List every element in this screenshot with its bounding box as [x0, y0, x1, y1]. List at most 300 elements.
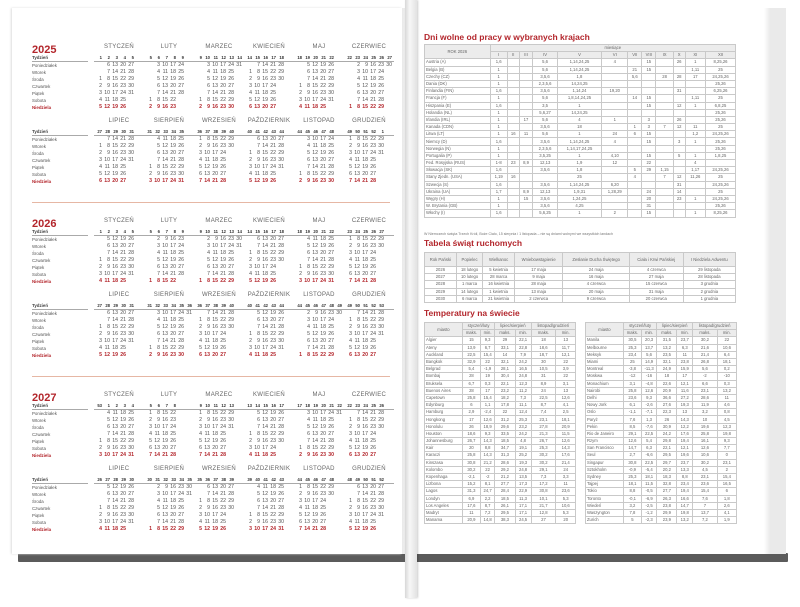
day-cell[interactable]: 5	[307, 150, 310, 156]
day-cell[interactable]: 14	[354, 278, 360, 284]
day-cell[interactable]: 9	[107, 150, 110, 156]
day-cell[interactable]: 11	[312, 236, 318, 242]
day-cell[interactable]: 12	[154, 438, 160, 444]
day-cell[interactable]: 25	[370, 338, 376, 344]
day-cell[interactable]: 4	[349, 338, 352, 344]
day-cell[interactable]: 27	[278, 498, 284, 504]
day-cell[interactable]: 20	[320, 69, 326, 75]
day-cell[interactable]: 25	[370, 438, 376, 444]
day-cell[interactable]: 22	[370, 317, 376, 323]
day-cell[interactable]: 11	[204, 431, 210, 437]
day-cell[interactable]: 27	[378, 90, 384, 96]
day-cell[interactable]: 19	[262, 97, 268, 103]
day-cell[interactable]: 30	[228, 417, 234, 423]
day-cell[interactable]: 12	[204, 164, 210, 170]
day-cell[interactable]: 3	[299, 278, 302, 284]
day-cell[interactable]: 2	[157, 484, 160, 490]
day-cell[interactable]: 16	[370, 62, 376, 68]
day-cell[interactable]: 2	[307, 310, 310, 316]
day-cell[interactable]: 5	[207, 257, 210, 263]
day-cell[interactable]: 18	[170, 136, 176, 142]
day-cell[interactable]: 14	[112, 136, 118, 142]
day-cell[interactable]: 13	[162, 512, 168, 518]
day-cell[interactable]: 30	[278, 157, 284, 163]
day-cell[interactable]: 11	[204, 157, 210, 163]
day-cell[interactable]: 13	[312, 338, 318, 344]
day-cell[interactable]: 3	[249, 345, 252, 351]
day-cell[interactable]: 31	[128, 271, 134, 277]
day-cell[interactable]: 3	[307, 410, 310, 416]
day-cell[interactable]: 7	[357, 310, 360, 316]
day-cell[interactable]: 4	[349, 519, 352, 525]
day-cell[interactable]: 22	[220, 317, 226, 323]
day-cell[interactable]: 23	[320, 491, 326, 497]
day-cell[interactable]: 30	[128, 445, 134, 451]
day-cell[interactable]: 23	[120, 331, 126, 337]
day-cell[interactable]: 13	[112, 424, 118, 430]
day-cell[interactable]: 25	[328, 236, 334, 242]
day-cell[interactable]: 4	[299, 104, 302, 110]
day-cell[interactable]: 7	[257, 243, 260, 249]
day-cell[interactable]: 25	[120, 97, 126, 103]
day-cell[interactable]: 18	[312, 505, 318, 511]
day-cell[interactable]: 12	[104, 352, 110, 358]
day-cell[interactable]: 19	[170, 257, 176, 263]
day-cell[interactable]: 31	[128, 90, 134, 96]
day-cell[interactable]: 24	[178, 62, 184, 68]
day-cell[interactable]: 17	[312, 278, 318, 284]
day-cell[interactable]: 26	[220, 438, 226, 444]
day-cell[interactable]: 14	[112, 431, 118, 437]
day-cell[interactable]: 1	[149, 278, 152, 284]
day-cell[interactable]: 9	[257, 257, 260, 263]
day-cell[interactable]: 26	[178, 257, 184, 263]
day-cell[interactable]: 18	[112, 164, 118, 170]
day-cell[interactable]: 15	[212, 97, 218, 103]
day-cell[interactable]: 2	[199, 143, 202, 149]
day-cell[interactable]: 30	[228, 324, 234, 330]
day-cell[interactable]: 9	[107, 264, 110, 270]
day-cell[interactable]: 7	[199, 452, 202, 458]
day-cell[interactable]: 7	[357, 491, 360, 497]
day-cell[interactable]: 4	[207, 250, 210, 256]
day-cell[interactable]: 23	[328, 310, 334, 316]
day-cell[interactable]: 23	[270, 76, 276, 82]
day-cell[interactable]: 27	[328, 157, 334, 163]
day-cell[interactable]: 7	[157, 157, 160, 163]
day-cell[interactable]: 31	[236, 62, 242, 68]
day-cell[interactable]: 22	[370, 498, 376, 504]
day-cell[interactable]: 3	[149, 178, 152, 184]
day-cell[interactable]: 4	[199, 157, 202, 163]
day-cell[interactable]: 8	[207, 317, 210, 323]
day-cell[interactable]: 16	[170, 484, 176, 490]
day-cell[interactable]: 30	[278, 519, 284, 525]
day-cell[interactable]: 4	[299, 505, 302, 511]
day-cell[interactable]: 23	[120, 512, 126, 518]
day-cell[interactable]: 23	[320, 178, 326, 184]
day-cell[interactable]: 26	[328, 331, 334, 337]
day-cell[interactable]: 18	[262, 90, 268, 96]
day-cell[interactable]: 15	[162, 97, 168, 103]
day-cell[interactable]: 2	[99, 264, 102, 270]
day-cell[interactable]: 14	[112, 498, 118, 504]
day-cell[interactable]: 5	[99, 104, 102, 110]
day-cell[interactable]: 8	[257, 512, 260, 518]
day-cell[interactable]: 13	[354, 271, 360, 277]
day-cell[interactable]: 19	[212, 438, 218, 444]
day-cell[interactable]: 19	[162, 438, 168, 444]
day-cell[interactable]: 5	[199, 345, 202, 351]
day-cell[interactable]: 6	[349, 171, 352, 177]
day-cell[interactable]: 29	[278, 331, 284, 337]
day-cell[interactable]: 9	[207, 324, 210, 330]
day-cell[interactable]: 17	[112, 519, 118, 525]
day-cell[interactable]: 30	[336, 310, 342, 316]
day-cell[interactable]: 3	[199, 424, 202, 430]
day-cell[interactable]: 27	[328, 250, 334, 256]
day-cell[interactable]: 17	[212, 424, 218, 430]
day-cell[interactable]: 17	[362, 331, 368, 337]
day-cell[interactable]: 29	[128, 76, 134, 82]
day-cell[interactable]: 24	[270, 264, 276, 270]
day-cell[interactable]: 18	[370, 76, 376, 82]
day-cell[interactable]: 27	[178, 512, 184, 518]
day-cell[interactable]: 13	[154, 445, 160, 451]
day-cell[interactable]: 24	[178, 310, 184, 316]
day-cell[interactable]: 10	[254, 164, 260, 170]
day-cell[interactable]: 1	[249, 150, 252, 156]
day-cell[interactable]: 27	[220, 171, 226, 177]
day-cell[interactable]: 6	[307, 250, 310, 256]
day-cell[interactable]: 11	[312, 417, 318, 423]
day-cell[interactable]: 24	[120, 452, 126, 458]
day-cell[interactable]: 23	[270, 257, 276, 263]
day-cell[interactable]: 20	[120, 424, 126, 430]
day-cell[interactable]: 12	[162, 257, 168, 263]
day-cell[interactable]: 1	[99, 143, 102, 149]
day-cell[interactable]: 11	[104, 97, 110, 103]
day-cell[interactable]: 30	[278, 438, 284, 444]
day-cell[interactable]: 21	[270, 62, 276, 68]
day-cell[interactable]: 21	[370, 410, 376, 416]
day-cell[interactable]: 31	[336, 410, 342, 416]
day-cell[interactable]: 24	[178, 491, 184, 497]
day-cell[interactable]: 20	[220, 264, 226, 270]
day-cell[interactable]: 20	[220, 484, 226, 490]
day-cell[interactable]: 2	[349, 324, 352, 330]
day-cell[interactable]: 26	[270, 97, 276, 103]
day-cell[interactable]: 29	[328, 352, 334, 358]
day-cell[interactable]: 3	[149, 424, 152, 430]
day-cell[interactable]: 24	[370, 431, 376, 437]
day-cell[interactable]: 16	[262, 257, 268, 263]
bookmark-ribbon[interactable]	[405, 0, 417, 598]
day-cell[interactable]: 1	[299, 171, 302, 177]
day-cell[interactable]: 18	[262, 271, 268, 277]
day-cell[interactable]: 16	[212, 324, 218, 330]
day-cell[interactable]: 23	[270, 338, 276, 344]
day-cell[interactable]: 11	[212, 250, 218, 256]
day-cell[interactable]: 17	[170, 62, 176, 68]
day-cell[interactable]: 13	[304, 519, 310, 525]
day-cell[interactable]: 27	[128, 310, 134, 316]
day-cell[interactable]: 25	[128, 410, 134, 416]
day-cell[interactable]: 16	[162, 171, 168, 177]
day-cell[interactable]: 7	[107, 431, 110, 437]
day-cell[interactable]: 30	[328, 271, 334, 277]
day-cell[interactable]: 28	[278, 505, 284, 511]
day-cell[interactable]: 26	[278, 410, 284, 416]
day-cell[interactable]: 12	[362, 83, 368, 89]
day-cell[interactable]: 2	[199, 417, 202, 423]
day-cell[interactable]: 26	[378, 83, 384, 89]
day-cell[interactable]: 20	[270, 236, 276, 242]
day-cell[interactable]: 10	[212, 243, 218, 249]
day-cell[interactable]: 28	[328, 164, 334, 170]
day-cell[interactable]: 7	[207, 90, 210, 96]
day-cell[interactable]: 4	[307, 324, 310, 330]
day-cell[interactable]: 12	[112, 417, 118, 423]
day-cell[interactable]: 6	[257, 498, 260, 504]
day-cell[interactable]: 19	[362, 164, 368, 170]
day-cell[interactable]: 13	[112, 243, 118, 249]
day-cell[interactable]: 14	[312, 76, 318, 82]
day-cell[interactable]: 7	[107, 136, 110, 142]
day-cell[interactable]: 13	[212, 484, 218, 490]
day-cell[interactable]: 28	[370, 278, 376, 284]
day-cell[interactable]: 10	[104, 157, 110, 163]
day-cell[interactable]: 27	[370, 352, 376, 358]
day-cell[interactable]: 15	[362, 236, 368, 242]
day-cell[interactable]: 21	[270, 143, 276, 149]
day-cell[interactable]: 31	[186, 491, 192, 497]
day-cell[interactable]: 25	[278, 484, 284, 490]
day-cell[interactable]: 6	[107, 243, 110, 249]
day-cell[interactable]: 9	[365, 62, 368, 68]
day-cell[interactable]: 3	[249, 164, 252, 170]
day-cell[interactable]: 16	[362, 505, 368, 511]
day-cell[interactable]: 16	[312, 178, 318, 184]
day-cell[interactable]: 14	[312, 257, 318, 263]
day-cell[interactable]: 10	[162, 310, 168, 316]
day-cell[interactable]: 29	[128, 505, 134, 511]
day-cell[interactable]: 8	[157, 97, 160, 103]
day-cell[interactable]: 13	[162, 264, 168, 270]
day-cell[interactable]: 16	[312, 271, 318, 277]
day-cell[interactable]: 3	[207, 62, 210, 68]
day-cell[interactable]: 24	[220, 331, 226, 337]
day-cell[interactable]: 1	[199, 410, 202, 416]
day-cell[interactable]: 8	[257, 431, 260, 437]
day-cell[interactable]: 25	[120, 345, 126, 351]
day-cell[interactable]: 13	[262, 136, 268, 142]
day-cell[interactable]: 7	[357, 97, 360, 103]
day-cell[interactable]: 29	[278, 69, 284, 75]
day-cell[interactable]: 28	[170, 452, 176, 458]
day-cell[interactable]: 8	[307, 83, 310, 89]
day-cell[interactable]: 11	[162, 136, 168, 142]
day-cell[interactable]: 20	[120, 62, 126, 68]
day-cell[interactable]: 20	[120, 310, 126, 316]
day-cell[interactable]: 28	[178, 271, 184, 277]
day-cell[interactable]: 15	[362, 104, 368, 110]
day-cell[interactable]: 21	[270, 424, 276, 430]
day-cell[interactable]: 17	[220, 62, 226, 68]
day-cell[interactable]: 13	[212, 264, 218, 270]
day-cell[interactable]: 15	[212, 410, 218, 416]
day-cell[interactable]: 31	[378, 331, 384, 337]
day-cell[interactable]: 19	[170, 324, 176, 330]
day-cell[interactable]: 25	[178, 498, 184, 504]
day-cell[interactable]: 5	[257, 410, 260, 416]
day-cell[interactable]: 20	[212, 171, 218, 177]
day-cell[interactable]: 9	[157, 171, 160, 177]
day-cell[interactable]: 3	[99, 90, 102, 96]
day-cell[interactable]: 7	[157, 90, 160, 96]
day-cell[interactable]: 16	[320, 310, 326, 316]
day-cell[interactable]: 18	[270, 484, 276, 490]
day-cell[interactable]: 26	[220, 164, 226, 170]
day-cell[interactable]: 6	[257, 236, 260, 242]
day-cell[interactable]: 27	[178, 83, 184, 89]
day-cell[interactable]: 19	[320, 424, 326, 430]
day-cell[interactable]: 19	[362, 264, 368, 270]
day-cell[interactable]: 8	[257, 250, 260, 256]
day-cell[interactable]: 2	[249, 157, 252, 163]
day-cell[interactable]: 26	[128, 236, 134, 242]
day-cell[interactable]: 11	[162, 498, 168, 504]
day-cell[interactable]: 21	[370, 491, 376, 497]
day-cell[interactable]: 9	[357, 324, 360, 330]
day-cell[interactable]: 24	[120, 90, 126, 96]
day-cell[interactable]: 17	[212, 150, 218, 156]
day-cell[interactable]: 22	[320, 171, 326, 177]
day-cell[interactable]: 12	[254, 97, 260, 103]
day-cell[interactable]: 23	[220, 324, 226, 330]
day-cell[interactable]: 13	[162, 331, 168, 337]
day-cell[interactable]: 26	[320, 512, 326, 518]
day-cell[interactable]: 8	[207, 97, 210, 103]
day-cell[interactable]: 15	[212, 498, 218, 504]
day-cell[interactable]: 1	[349, 317, 352, 323]
day-cell[interactable]: 29	[228, 278, 234, 284]
day-cell[interactable]: 22	[320, 445, 326, 451]
day-cell[interactable]: 20	[370, 90, 376, 96]
day-cell[interactable]: 23	[228, 236, 234, 242]
day-cell[interactable]: 11	[162, 317, 168, 323]
day-cell[interactable]: 19	[320, 331, 326, 337]
day-cell[interactable]: 20	[320, 157, 326, 163]
day-cell[interactable]: 27	[370, 271, 376, 277]
day-cell[interactable]: 3	[349, 331, 352, 337]
day-cell[interactable]: 2	[199, 324, 202, 330]
day-cell[interactable]: 12	[104, 171, 110, 177]
day-cell[interactable]: 25	[120, 526, 126, 532]
day-cell[interactable]: 2	[207, 236, 210, 242]
day-cell[interactable]: 22	[370, 417, 376, 423]
day-cell[interactable]: 13	[204, 352, 210, 358]
day-cell[interactable]: 17	[312, 498, 318, 504]
day-cell[interactable]: 19	[170, 76, 176, 82]
day-cell[interactable]: 5	[207, 76, 210, 82]
day-cell[interactable]: 15	[212, 317, 218, 323]
day-cell[interactable]: 21	[212, 452, 218, 458]
day-cell[interactable]: 29	[128, 438, 134, 444]
day-cell[interactable]: 21	[212, 178, 218, 184]
day-cell[interactable]: 30	[228, 104, 234, 110]
day-cell[interactable]: 22	[220, 97, 226, 103]
day-cell[interactable]: 17	[212, 331, 218, 337]
day-cell[interactable]: 2	[357, 62, 360, 68]
day-cell[interactable]: 12	[212, 257, 218, 263]
day-cell[interactable]: 4	[99, 278, 102, 284]
day-cell[interactable]: 9	[307, 178, 310, 184]
day-cell[interactable]: 28	[220, 178, 226, 184]
day-cell[interactable]: 17	[170, 243, 176, 249]
day-cell[interactable]: 18	[212, 157, 218, 163]
day-cell[interactable]: 17	[262, 83, 268, 89]
day-cell[interactable]: 9	[307, 90, 310, 96]
day-cell[interactable]: 17	[170, 491, 176, 497]
day-cell[interactable]: 9	[257, 157, 260, 163]
day-cell[interactable]: 5	[249, 178, 252, 184]
day-cell[interactable]: 5	[257, 491, 260, 497]
day-cell[interactable]: 25	[270, 90, 276, 96]
day-cell[interactable]: 30	[378, 243, 384, 249]
day-cell[interactable]: 8	[107, 324, 110, 330]
day-cell[interactable]: 6	[307, 69, 310, 75]
day-cell[interactable]: 12	[312, 243, 318, 249]
day-cell[interactable]: 16	[212, 505, 218, 511]
day-cell[interactable]: 3	[157, 243, 160, 249]
day-cell[interactable]: 15	[362, 498, 368, 504]
day-cell[interactable]: 10	[162, 243, 168, 249]
day-cell[interactable]: 2	[299, 271, 302, 277]
day-cell[interactable]: 2	[249, 519, 252, 525]
day-cell[interactable]: 2	[149, 104, 152, 110]
day-cell[interactable]: 28	[278, 62, 284, 68]
day-cell[interactable]: 8	[307, 484, 310, 490]
day-cell[interactable]: 1	[299, 484, 302, 490]
day-cell[interactable]: 28	[278, 143, 284, 149]
day-cell[interactable]: 24	[320, 498, 326, 504]
day-cell[interactable]: 23	[170, 417, 176, 423]
day-cell[interactable]: 6	[307, 157, 310, 163]
day-cell[interactable]: 4	[99, 526, 102, 532]
day-cell[interactable]: 28	[328, 345, 334, 351]
day-cell[interactable]: 8	[157, 410, 160, 416]
day-cell[interactable]: 11	[154, 431, 160, 437]
day-cell[interactable]: 25	[220, 519, 226, 525]
day-cell[interactable]: 9	[257, 338, 260, 344]
day-cell[interactable]: 2	[249, 338, 252, 344]
day-cell[interactable]: 28	[128, 250, 134, 256]
day-cell[interactable]: 20	[212, 352, 218, 358]
day-cell[interactable]: 9	[215, 236, 218, 242]
day-cell[interactable]: 25	[378, 76, 384, 82]
day-cell[interactable]: 8	[307, 352, 310, 358]
day-cell[interactable]: 11	[204, 338, 210, 344]
day-cell[interactable]: 28	[128, 431, 134, 437]
day-cell[interactable]: 10	[204, 150, 210, 156]
day-cell[interactable]: 31	[236, 243, 242, 249]
day-cell[interactable]: 10	[304, 498, 310, 504]
day-cell[interactable]: 6	[199, 445, 202, 451]
day-cell[interactable]: 16	[262, 519, 268, 525]
day-cell[interactable]: 30	[378, 424, 384, 430]
day-cell[interactable]: 12	[312, 331, 318, 337]
